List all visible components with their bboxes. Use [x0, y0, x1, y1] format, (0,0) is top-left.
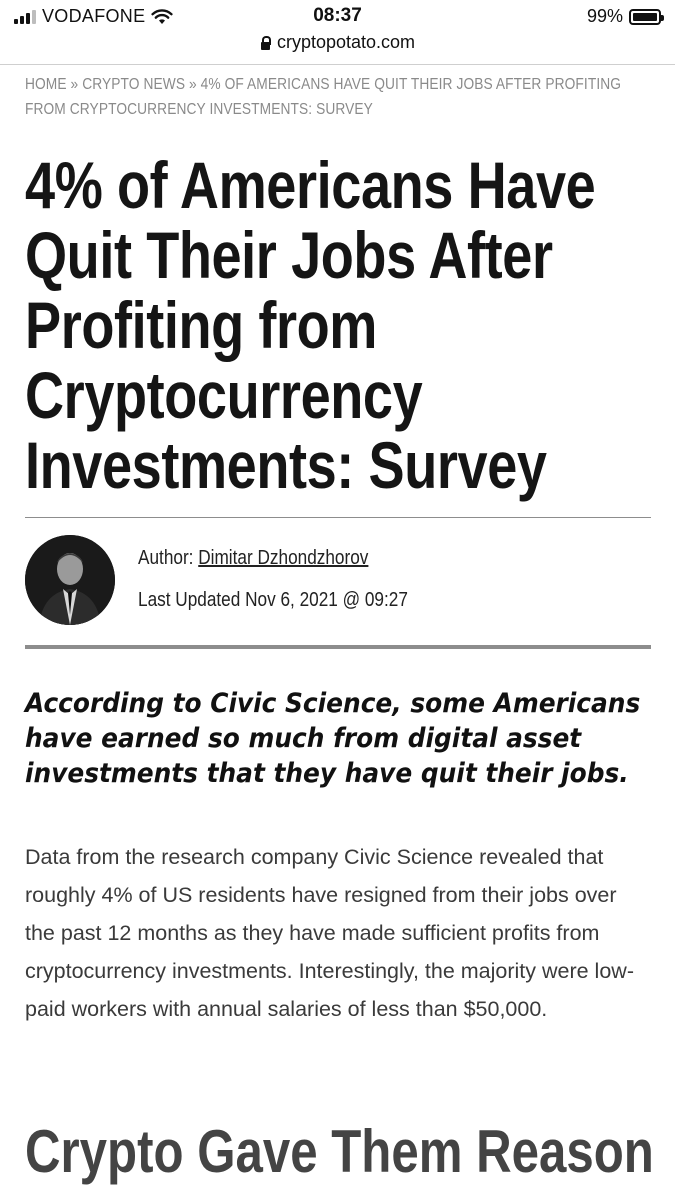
breadcrumb-current: 4% OF AMERICANS HAVE QUIT THEIR JOBS AFTER PROFITING FROM CRYPTOCURRENCY INVESTMENTS: SURVEY [25, 76, 622, 118]
breadcrumb-separator: » [188, 76, 197, 93]
article-paragraph: Data from the research company Civic Science revealed that roughly 4% of US residents have resigned from their jobs over the past 12 months as they have made sufficient profits from cryptocurrency investments. Interestingly, the majority were low-paid workers with annual salaries of less than $50,000. [25, 845, 634, 1021]
divider [25, 517, 651, 518]
status-bar [0, 0, 675, 34]
status-right [587, 6, 661, 27]
browser-divider [0, 64, 675, 65]
breadcrumb-home[interactable]: HOME [25, 76, 67, 93]
breadcrumb-separator: » [70, 76, 79, 93]
lock-icon [260, 36, 271, 50]
battery-percent: 99% [586, 6, 623, 26]
section-heading: Crypto Gave Them Reason [25, 1118, 654, 1185]
url-text: cryptopotato.com [276, 32, 416, 52]
author-byline [138, 547, 368, 570]
divider-thick [25, 645, 651, 649]
avatar-photo [25, 535, 115, 625]
article-lead: According to Civic Science, some Americans have earned so much from digital asset investments that they have quit their jobs. [25, 688, 641, 789]
author-name-link[interactable]: Dimitar Dzhondzhorov [198, 547, 369, 569]
breadcrumb-crypto-news[interactable]: CRYPTO NEWS [82, 76, 186, 93]
clock: 08:37 [313, 5, 362, 26]
battery-icon [629, 9, 661, 25]
article-title: 4% of Americans Have Quit Their Jobs After Profiting from Cryptocurrency Investments: Survey [25, 148, 596, 502]
last-updated: Last Updated Nov 6, 2021 @ 09:27 [138, 589, 408, 611]
breadcrumb [25, 72, 655, 122]
address-bar[interactable] [0, 32, 675, 53]
carrier-name: VODAFONE [42, 6, 146, 26]
author-avatar[interactable] [25, 535, 115, 625]
author-label: Author: [138, 547, 194, 569]
